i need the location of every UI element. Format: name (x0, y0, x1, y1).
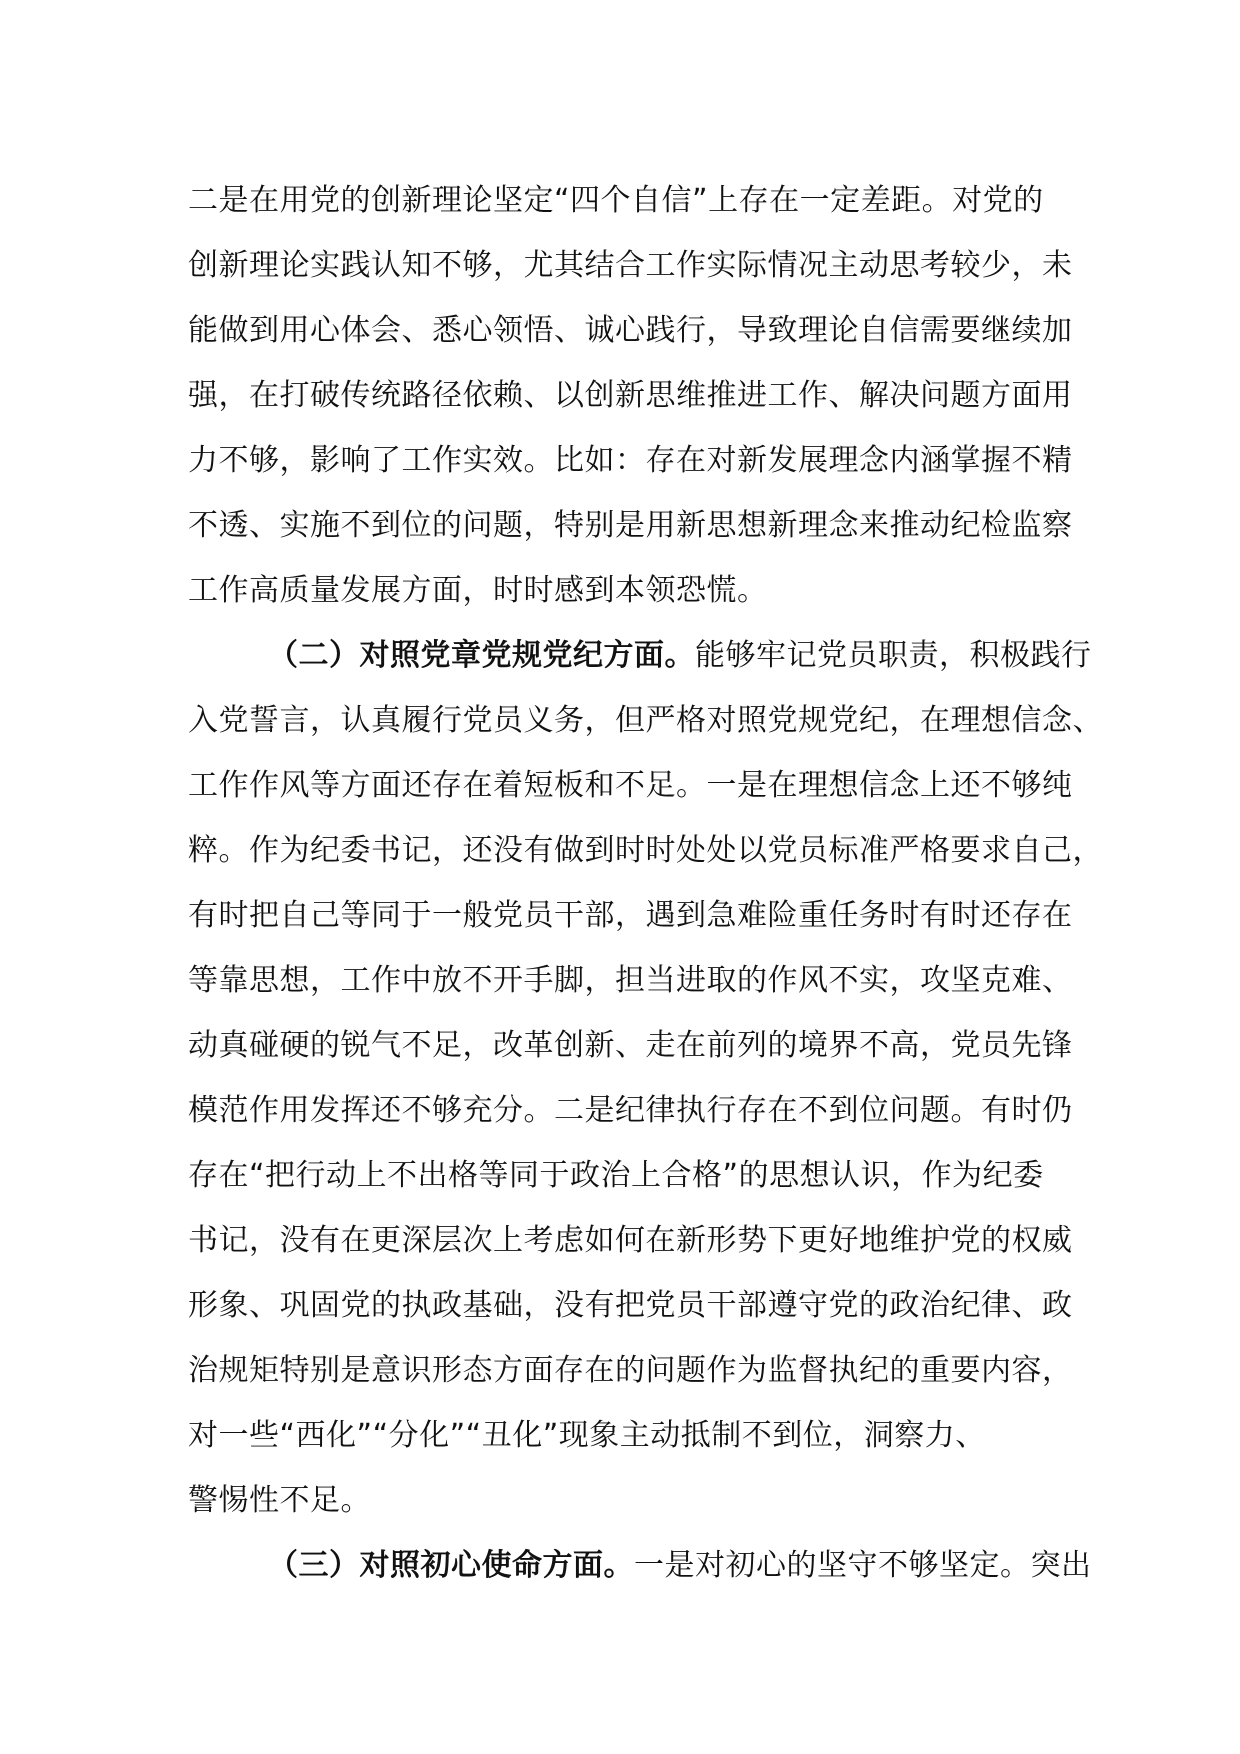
paragraph-line: 动真碰硬的锐气不足，改革创新、走在前列的境界不高，党员先锋 (188, 1028, 1073, 1063)
paragraph-1 (188, 168, 1073, 623)
paragraph-2 (188, 623, 1103, 1533)
paragraph-line: 模范作用发挥还不够充分。二是纪律执行存在不到位问题。有时仍 (188, 1093, 1073, 1128)
paragraph-line: 力不够，影响了工作实效。比如：存在对新发展理念内涵掌握不精 (188, 443, 1073, 478)
paragraph-3 (188, 1533, 1092, 1598)
paragraph-line: 存在“把行动上不出格等同于政治上合格”的思想认识，作为纪委 (188, 1158, 1044, 1193)
paragraph-line: 粹。作为纪委书记，还没有做到时时处处以党员标准严格要求自己， (188, 833, 1103, 868)
paragraph-line: 强，在打破传统路径依赖、以创新思维推进工作、解决问题方面用 (188, 378, 1073, 413)
paragraph-line: 入党誓言，认真履行党员义务，但严格对照党规党纪，在理想信念、 (188, 703, 1103, 738)
paragraph-first-line (188, 1533, 1092, 1598)
paragraph-line: 形象、巩固党的执政基础，没有把党员干部遵守党的政治纪律、政 (188, 1288, 1073, 1323)
paragraph-line: 治规矩特别是意识形态方面存在的问题作为监督执纪的重要内容， (188, 1353, 1073, 1388)
paragraph-line: 警惕性不足。 (188, 1483, 371, 1518)
paragraph-line: 对一些“西化”“分化”“丑化”现象主动抵制不到位，洞察力、 (188, 1418, 986, 1453)
paragraph-line: 能做到用心体会、悉心领悟、诚心践行，导致理论自信需要继续加 (188, 313, 1073, 348)
paragraph-line: 有时把自己等同于一般党员干部，遇到急难险重任务时有时还存在 (188, 898, 1073, 933)
paragraph-first-line (188, 623, 1092, 688)
section-heading: （三）对照初心使命方面。 (268, 1548, 634, 1583)
paragraph-text: 一是对初心的坚守不够坚定。突出 (634, 1548, 1092, 1583)
section-heading: （二）对照党章党规党纪方面。 (268, 638, 695, 673)
paragraph-line: 书记，没有在更深层次上考虑如何在新形势下更好地维护党的权威 (188, 1223, 1073, 1258)
paragraph-line: 工作作风等方面还存在着短板和不足。一是在理想信念上还不够纯 (188, 768, 1073, 803)
paragraph-line: 等靠思想，工作中放不开手脚，担当进取的作风不实，攻坚克难、 (188, 963, 1073, 998)
document-body (188, 168, 1103, 1598)
paragraph-line: 不透、实施不到位的问题，特别是用新思想新理念来推动纪检监察 (188, 508, 1073, 543)
paragraph-line: 创新理论实践认知不够，尤其结合工作实际情况主动思考较少，未 (188, 248, 1073, 283)
paragraph-line: 工作高质量发展方面，时时感到本领恐慌。 (188, 573, 768, 608)
paragraph-text: 能够牢记党员职责，积极践行 (695, 638, 1092, 673)
paragraph-line: 二是在用党的创新理论坚定“四个自信”上存在一定差距。对党的 (188, 183, 1044, 218)
